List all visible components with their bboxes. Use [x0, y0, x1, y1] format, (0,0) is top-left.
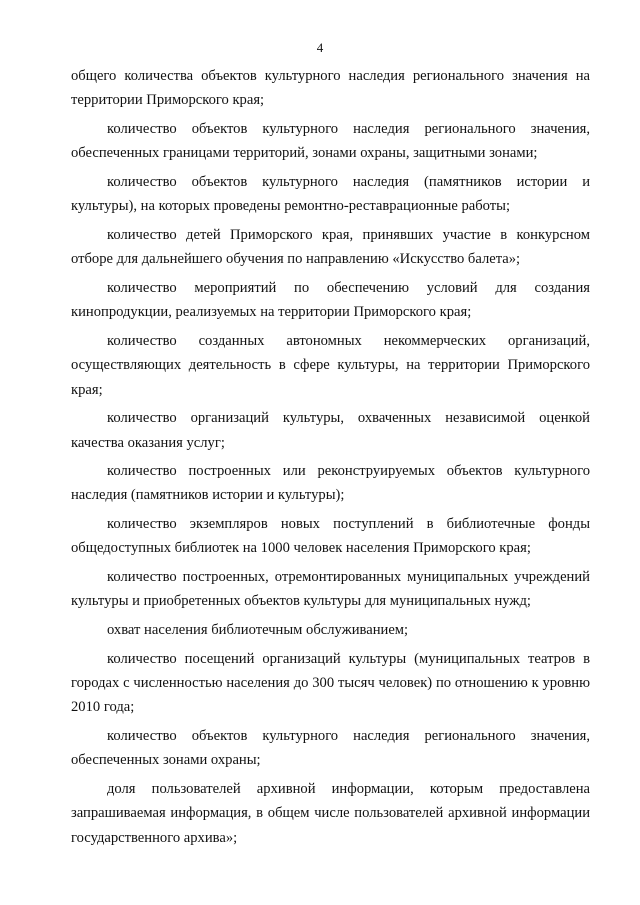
paragraph-12: количество посещений организаций культуры (муниципальных театров в городах с численностью населения до 300 тысяч человек) по отношению к уровню 2010 года; [71, 650, 590, 716]
paragraph-11: охват населения библиотечным обслуживанием; [107, 622, 409, 639]
paragraph-3: количество объектов культурного наследия (памятников истории и культуры), на которых проведены ремонтно-реставрационные работы; [71, 173, 590, 215]
paragraph-1: общего количества объектов культурного наследия регионального значения на территории Приморского края; [71, 68, 590, 109]
paragraph-13: количество объектов культурного наследия регионального значения, обеспеченных зонами охраны; [71, 728, 590, 769]
paragraph-7: количество организаций культуры, охваченных независимой оценкой качества оказания услуг; [71, 410, 590, 451]
paragraph-9: количество экземпляров новых поступлений в библиотечные фонды общедоступных библиотек на 1000 человек населения Приморского края; [71, 516, 590, 557]
paragraph-4: количество детей Приморского края, принявших участие в конкурсном отборе для дальнейшего обучения по направлению «Искусство балета»; [71, 226, 590, 268]
paragraph-6: количество созданных автономных некоммерческих организаций, осуществляющих деятельность в сфере культуры, на территории Приморского края; [71, 332, 590, 398]
paragraph-10: количество построенных, отремонтированных муниципальных учреждений культуры и приобретенных объектов культуры для муниципальных нужд; [71, 569, 590, 610]
paragraph-8: количество построенных или реконструируемых объектов культурного наследия (памятников истории и культуры); [71, 463, 590, 504]
paragraph-2: количество объектов культурного наследия регионального значения, обеспеченных границами территорий, зонами охраны, защитными зонами; [71, 120, 590, 162]
paragraph-5: количество мероприятий по обеспечению условий для создания кинопродукции, реализуемых на территории Приморского края; [71, 279, 590, 321]
document-body [71, 64, 590, 854]
paragraph-14: доля пользователей архивной информации, которым предоставлена запрашиваемая информация, в общем числе пользователей архивной информации государственного архива»; [71, 781, 590, 846]
page-number: 4 [316, 40, 324, 55]
